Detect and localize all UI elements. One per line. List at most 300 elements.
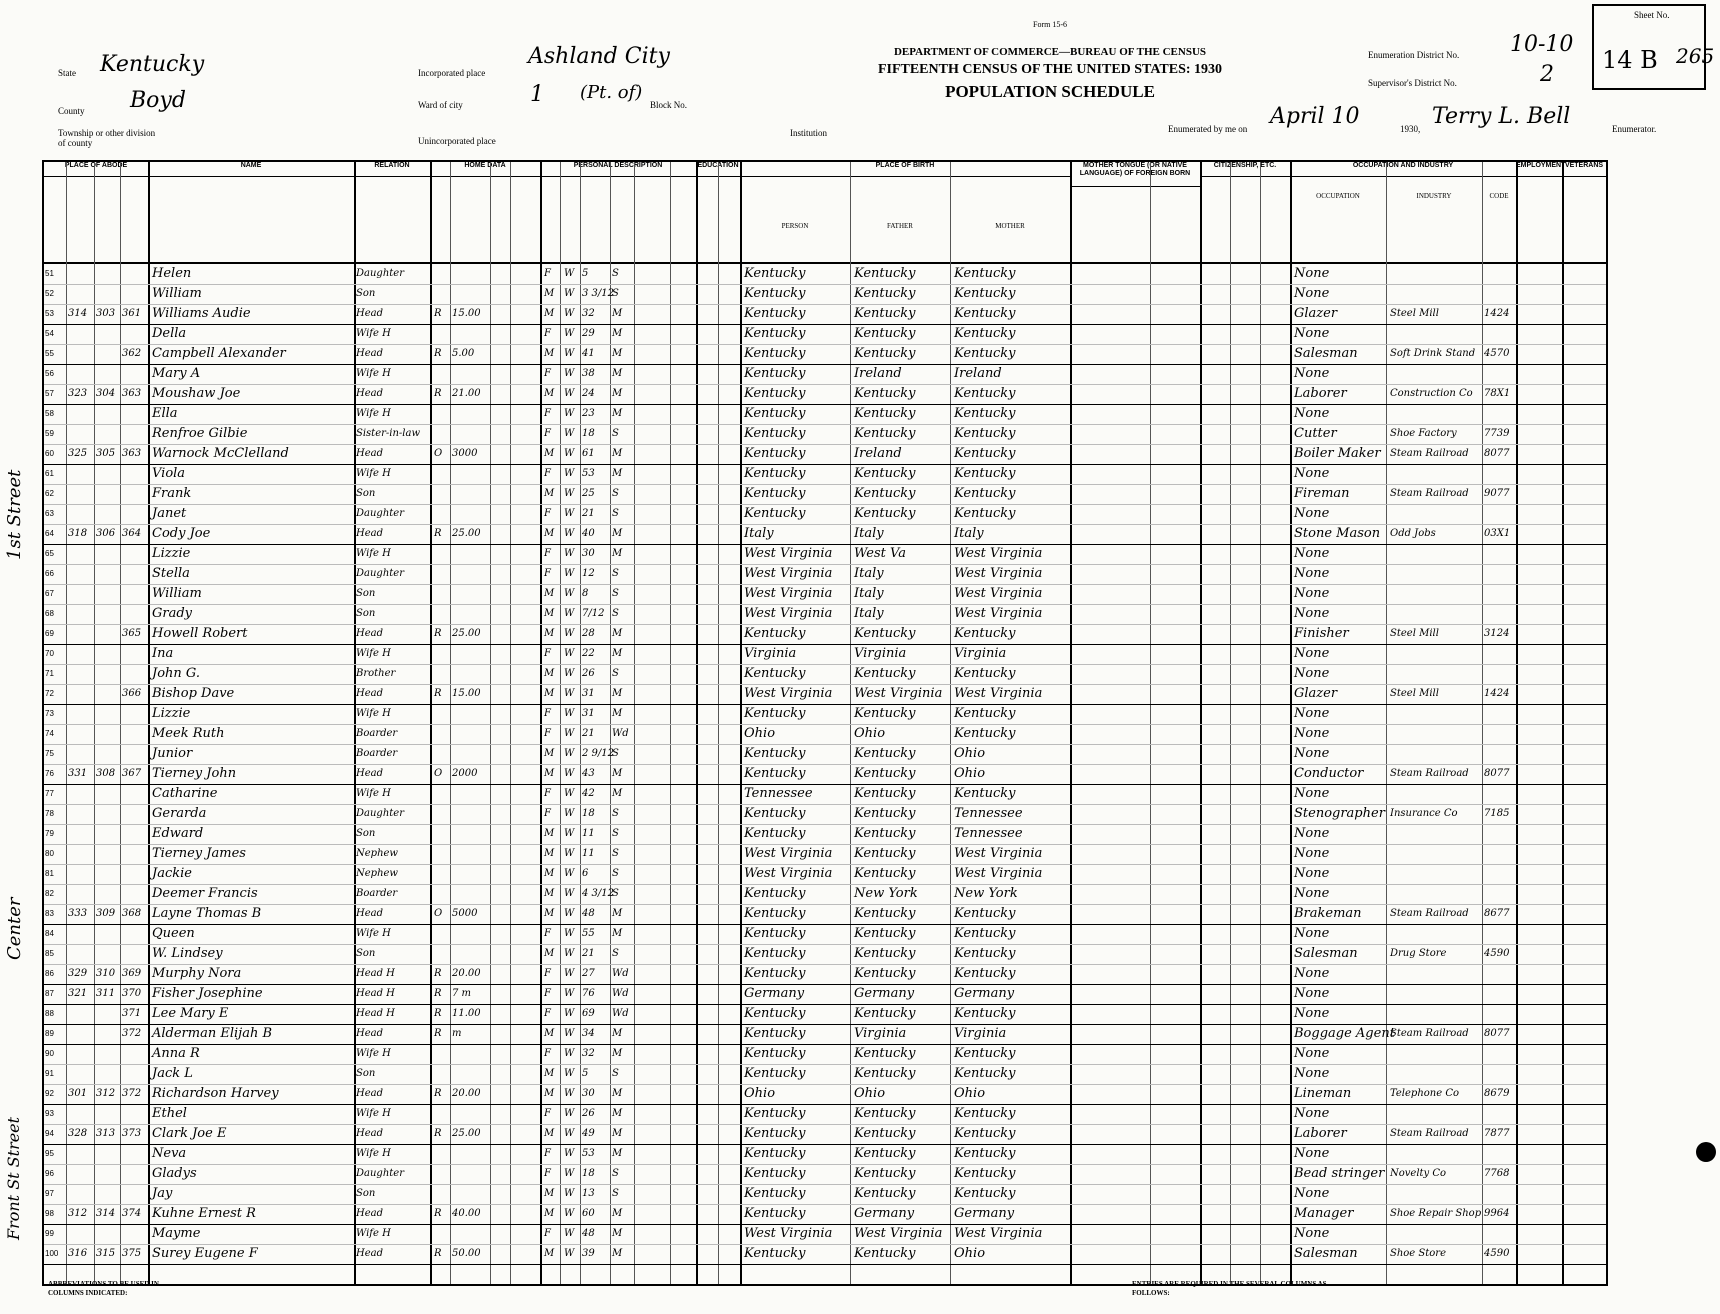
cell-father: Kentucky <box>854 286 916 301</box>
cell-mar: Wd <box>612 988 629 999</box>
cell-line: 94 <box>45 1129 54 1138</box>
table-row <box>44 264 1606 285</box>
cell-mother: Virginia <box>954 646 1007 661</box>
cell-sex: F <box>544 808 551 819</box>
cell-fam: 312 <box>96 1088 116 1099</box>
cell-num <box>122 1044 148 1064</box>
cell-age: 38 <box>582 368 595 379</box>
cell-fam: 313 <box>96 1128 116 1139</box>
cell-birth: Kentucky <box>744 766 806 781</box>
cell-value: 5000 <box>452 908 478 919</box>
cell-rel: Son <box>356 488 376 499</box>
cell-birth: Germany <box>744 986 805 1001</box>
cell-sex: F <box>544 1008 551 1019</box>
cell-occ: Stone Mason <box>1294 526 1381 541</box>
cell-rel: Head <box>356 628 384 639</box>
table-row <box>44 704 1606 725</box>
cell-birth: Kentucky <box>744 1066 806 1081</box>
department-title: DEPARTMENT OF COMMERCE—BUREAU OF THE CENSUS <box>893 46 1207 58</box>
cell-line: 84 <box>45 929 54 938</box>
cell-num: 375 <box>122 1248 142 1259</box>
cell-birth: West Virginia <box>744 546 833 561</box>
cell-mother: Ohio <box>954 1086 986 1101</box>
cell-sex: F <box>544 928 551 939</box>
cell-fam <box>96 844 120 864</box>
cell-mar: S <box>612 808 619 819</box>
cell-code <box>1484 364 1516 384</box>
cell-num <box>122 1184 148 1204</box>
cell-value: 7 m <box>452 988 472 999</box>
cell-line: 70 <box>45 649 54 658</box>
cell-tenure: R <box>434 1088 442 1099</box>
cell-line: 91 <box>45 1069 54 1078</box>
cell-tenure: R <box>434 988 442 999</box>
cell-age: 5 <box>582 268 589 279</box>
cell-num: 369 <box>122 968 142 979</box>
cell-line: 92 <box>45 1089 54 1098</box>
institution-label: Institution <box>790 128 828 138</box>
cell-race: W <box>564 1108 575 1119</box>
cell-code: 8677 <box>1484 908 1510 919</box>
cell-fam: 306 <box>96 528 116 539</box>
cell-age: 18 <box>582 428 595 439</box>
cell-age: 21 <box>582 508 595 519</box>
cell-birth: West Virginia <box>744 606 833 621</box>
cell-code: 7185 <box>1484 808 1510 819</box>
cell-line: 81 <box>45 869 54 878</box>
cell-tenure <box>434 844 450 864</box>
cell-code: 3124 <box>1484 628 1510 639</box>
cell-race: W <box>564 688 575 699</box>
cell-ind <box>1390 504 1482 524</box>
cell-race: W <box>564 1048 575 1059</box>
cell-tenure <box>434 544 450 564</box>
cell-rel: Son <box>356 948 376 959</box>
cell-value <box>452 744 490 764</box>
cell-line: 83 <box>45 909 54 918</box>
cell-father: Kentucky <box>854 266 916 281</box>
cell-occ: None <box>1294 706 1330 721</box>
cell-sex: M <box>544 748 555 759</box>
cell-mother: West Virginia <box>954 546 1043 561</box>
cell-age: 11 <box>582 828 595 839</box>
cell-rel: Nephew <box>356 848 398 859</box>
cell-value <box>452 504 490 524</box>
cell-name: Moushaw Joe <box>152 386 241 401</box>
cell-mother: Ohio <box>954 766 986 781</box>
cell-ind: Steel Mill <box>1390 628 1439 639</box>
cell-sex: M <box>544 868 555 879</box>
cell-fam: 305 <box>96 448 116 459</box>
cell-race: W <box>564 868 575 879</box>
cell-occ: Salesman <box>1294 946 1358 961</box>
cell-fam: 308 <box>96 768 116 779</box>
cell-dwell <box>68 944 94 964</box>
cell-birth: Kentucky <box>744 806 806 821</box>
cell-code: 8077 <box>1484 1028 1510 1039</box>
cell-occ: None <box>1294 666 1330 681</box>
cell-birth: Kentucky <box>744 1146 806 1161</box>
cell-tenure: O <box>434 448 443 459</box>
cell-occ: None <box>1294 726 1330 741</box>
cell-birth: Kentucky <box>744 886 806 901</box>
cell-father: Ireland <box>854 446 902 461</box>
cell-age: 3 3/12 <box>582 288 614 299</box>
cell-num: 366 <box>122 688 142 699</box>
cell-code <box>1484 604 1516 624</box>
cell-father: Kentucky <box>854 846 916 861</box>
cell-mother: West Virginia <box>954 1226 1043 1241</box>
cell-mar: S <box>612 588 619 599</box>
cell-mother: Kentucky <box>954 1186 1016 1201</box>
cell-code: 4590 <box>1484 1248 1510 1259</box>
table-row <box>44 804 1606 825</box>
cell-tenure <box>434 1144 450 1164</box>
cell-age: 11 <box>582 848 595 859</box>
cell-race: W <box>564 608 575 619</box>
group-place-of-birth: PLACE OF BIRTH <box>740 162 1070 177</box>
table-row <box>44 1024 1606 1045</box>
cell-num <box>122 664 148 684</box>
cell-value: 2000 <box>452 768 478 779</box>
cell-ind <box>1390 1144 1482 1164</box>
cell-mar: S <box>612 888 619 899</box>
cell-value <box>452 944 490 964</box>
cell-value: 15.00 <box>452 308 481 319</box>
cell-line: 66 <box>45 569 54 578</box>
cell-name: Anna R <box>152 1046 200 1061</box>
cell-name: Lizzie <box>152 706 191 721</box>
cell-value <box>452 604 490 624</box>
cell-value <box>452 1184 490 1204</box>
cell-mar: S <box>612 508 619 519</box>
cell-race: W <box>564 1228 575 1239</box>
cell-fam <box>96 484 120 504</box>
cell-rel: Head H <box>356 1008 395 1019</box>
cell-code: 9077 <box>1484 488 1510 499</box>
cell-fam <box>96 1024 120 1044</box>
cell-mar: M <box>612 408 623 419</box>
cell-age: 43 <box>582 768 595 779</box>
cell-dwell: 328 <box>68 1128 88 1139</box>
cell-occ: None <box>1294 986 1330 1001</box>
cell-tenure: R <box>434 528 442 539</box>
cell-age: 31 <box>582 688 595 699</box>
cell-mother: Tennessee <box>954 826 1023 841</box>
cell-dwell: 312 <box>68 1208 88 1219</box>
cell-num <box>122 484 148 504</box>
cell-tenure: R <box>434 308 442 319</box>
cell-father: Kentucky <box>854 1106 916 1121</box>
cell-father: Kentucky <box>854 1066 916 1081</box>
cell-value <box>452 884 490 904</box>
cell-age: 60 <box>582 1208 595 1219</box>
cell-ind: Shoe Store <box>1390 1248 1446 1259</box>
cell-tenure <box>434 864 450 884</box>
cell-fam <box>96 1144 120 1164</box>
cell-name: Ella <box>152 406 178 421</box>
cell-age: 27 <box>582 968 595 979</box>
census-title: FIFTEENTH CENSUS OF THE UNITED STATES: 1930 <box>877 62 1223 77</box>
cell-sex: F <box>544 428 551 439</box>
table-row <box>44 844 1606 865</box>
cell-fam <box>96 424 120 444</box>
cell-name: Bishop Dave <box>152 686 235 701</box>
cell-race: W <box>564 368 575 379</box>
cell-fam <box>96 464 120 484</box>
cell-fam <box>96 324 120 344</box>
cell-sex: F <box>544 1048 551 1059</box>
cell-fam <box>96 584 120 604</box>
cell-sex: M <box>544 388 555 399</box>
cell-num <box>122 324 148 344</box>
cell-code <box>1484 924 1516 944</box>
table-row <box>44 884 1606 905</box>
cell-race: W <box>564 1028 575 1039</box>
cell-father: Kentucky <box>854 1166 916 1181</box>
form-number: Form 15-6 <box>1033 20 1067 29</box>
cell-value <box>452 284 490 304</box>
cell-birth: Kentucky <box>744 286 806 301</box>
cell-line: 74 <box>45 729 54 738</box>
table-row <box>44 944 1606 965</box>
cell-race: W <box>564 948 575 959</box>
cell-age: 24 <box>582 388 595 399</box>
cell-age: 18 <box>582 1168 595 1179</box>
cell-occ: Salesman <box>1294 1246 1358 1261</box>
state-value: Kentucky <box>100 52 205 77</box>
cell-ind: Steam Railroad <box>1390 488 1469 499</box>
cell-tenure <box>434 1184 450 1204</box>
table-row <box>44 1124 1606 1145</box>
cell-value <box>452 784 490 804</box>
cell-rel: Head <box>356 768 384 779</box>
cell-tenure: R <box>434 1248 442 1259</box>
col-code: CODE <box>1489 192 1509 200</box>
cell-sex: F <box>544 568 551 579</box>
cell-father: Kentucky <box>854 866 916 881</box>
cell-father: West Va <box>854 546 906 561</box>
cell-num <box>122 1104 148 1124</box>
cell-dwell <box>68 844 94 864</box>
cell-rel: Head <box>356 688 384 699</box>
cell-father: Kentucky <box>854 1246 916 1261</box>
cell-code <box>1484 864 1516 884</box>
table-row <box>44 644 1606 665</box>
cell-dwell: 314 <box>68 308 88 319</box>
cell-mother: Italy <box>954 526 984 541</box>
cell-mar: M <box>612 688 623 699</box>
cell-mar: M <box>612 928 623 939</box>
cell-rel: Son <box>356 588 376 599</box>
cell-line: 75 <box>45 749 54 758</box>
cell-birth: Kentucky <box>744 826 806 841</box>
cell-value <box>452 1044 490 1064</box>
cell-race: W <box>564 808 575 819</box>
cell-sex: F <box>544 1168 551 1179</box>
cell-tenure <box>434 364 450 384</box>
group-occupation: OCCUPATION AND INDUSTRY <box>1290 162 1516 177</box>
cell-occ: None <box>1294 606 1330 621</box>
cell-occ: Salesman <box>1294 346 1358 361</box>
cell-mar: S <box>612 608 619 619</box>
cell-code <box>1484 884 1516 904</box>
cell-dwell <box>68 1224 94 1244</box>
cell-father: Kentucky <box>854 766 916 781</box>
cell-sex: M <box>544 488 555 499</box>
cell-age: 30 <box>582 548 595 559</box>
cell-num <box>122 544 148 564</box>
cell-dwell: 316 <box>68 1248 88 1259</box>
cell-code <box>1484 404 1516 424</box>
table-row <box>44 1064 1606 1085</box>
margin-note-mid: Center <box>4 897 25 960</box>
cell-num <box>122 1064 148 1084</box>
cell-fam: 304 <box>96 388 116 399</box>
cell-rel: Daughter <box>356 1168 404 1179</box>
enum-district-value: 10-10 <box>1510 32 1574 57</box>
cell-line: 99 <box>45 1229 54 1238</box>
table-row <box>44 424 1606 445</box>
cell-num <box>122 744 148 764</box>
cell-birth: West Virginia <box>744 566 833 581</box>
cell-ind <box>1390 364 1482 384</box>
cell-occ: None <box>1294 266 1330 281</box>
cell-mother: Kentucky <box>954 286 1016 301</box>
cell-race: W <box>564 288 575 299</box>
cell-tenure <box>434 1044 450 1064</box>
cell-value <box>452 644 490 664</box>
cell-name: John G. <box>152 666 200 681</box>
cell-occ: None <box>1294 466 1330 481</box>
supervisor-label: Supervisor's District No. <box>1368 78 1457 88</box>
cell-code: 7877 <box>1484 1128 1510 1139</box>
cell-value <box>452 464 490 484</box>
cell-mother: Kentucky <box>954 446 1016 461</box>
cell-race: W <box>564 488 575 499</box>
cell-age: 53 <box>582 1148 595 1159</box>
cell-tenure <box>434 724 450 744</box>
cell-occ: Finisher <box>1294 626 1349 641</box>
cell-father: Italy <box>854 606 884 621</box>
cell-occ: Glazer <box>1294 306 1338 321</box>
cell-ind: Steel Mill <box>1390 308 1439 319</box>
cell-age: 4 3/12 <box>582 888 614 899</box>
cell-value <box>452 564 490 584</box>
enumerator-name: Terry L. Bell <box>1432 104 1571 129</box>
table-row <box>44 284 1606 305</box>
cell-ind: Steam Railroad <box>1390 768 1469 779</box>
cell-name: Helen <box>152 266 192 281</box>
cell-birth: Kentucky <box>744 706 806 721</box>
cell-mar: M <box>612 648 623 659</box>
cell-rel: Wife H <box>356 1108 391 1119</box>
cell-mother: Kentucky <box>954 326 1016 341</box>
cell-num: 370 <box>122 988 142 999</box>
cell-code <box>1484 784 1516 804</box>
cell-sex: M <box>544 668 555 679</box>
cell-tenure <box>434 564 450 584</box>
cell-mother: West Virginia <box>954 686 1043 701</box>
cell-mar: M <box>612 788 623 799</box>
ward-label: Ward of city <box>418 100 463 110</box>
state-label: State <box>58 68 76 78</box>
cell-father: Kentucky <box>854 326 916 341</box>
cell-line: 77 <box>45 789 54 798</box>
cell-num <box>122 844 148 864</box>
cell-dwell <box>68 664 94 684</box>
cell-age: 76 <box>582 988 595 999</box>
cell-father: Virginia <box>854 1026 907 1041</box>
cell-tenure <box>434 644 450 664</box>
cell-race: W <box>564 988 575 999</box>
cell-tenure <box>434 284 450 304</box>
cell-name: Junior <box>152 746 193 761</box>
cell-occ: None <box>1294 866 1330 881</box>
cell-name: Jay <box>152 1186 173 1201</box>
cell-code: 8077 <box>1484 768 1510 779</box>
cell-father: Virginia <box>854 646 907 661</box>
cell-father: Ohio <box>854 726 886 741</box>
table-row <box>44 764 1606 785</box>
cell-name: Kuhne Ernest R <box>152 1206 256 1221</box>
sheet-label: Sheet No. <box>1634 10 1670 20</box>
cell-rel: Wife H <box>356 408 391 419</box>
cell-dwell <box>68 604 94 624</box>
cell-name: Fisher Josephine <box>152 986 263 1001</box>
enumerated-label: Enumerated by me on <box>1168 124 1248 134</box>
cell-father: Kentucky <box>854 966 916 981</box>
cell-fam <box>96 864 120 884</box>
cell-dwell <box>68 884 94 904</box>
cell-rel: Son <box>356 828 376 839</box>
cell-tenure: R <box>434 1028 442 1039</box>
cell-age: 53 <box>582 468 595 479</box>
cell-rel: Head <box>356 1088 384 1099</box>
cell-occ: None <box>1294 826 1330 841</box>
cell-tenure <box>434 264 450 284</box>
cell-birth: Kentucky <box>744 1186 806 1201</box>
cell-age: 12 <box>582 568 595 579</box>
cell-tenure <box>434 704 450 724</box>
cell-rel: Wife H <box>356 788 391 799</box>
cell-mother: Kentucky <box>954 1126 1016 1141</box>
cell-sex: M <box>544 888 555 899</box>
cell-mother: Kentucky <box>954 1166 1016 1181</box>
cell-father: Kentucky <box>854 386 916 401</box>
cell-sex: M <box>544 688 555 699</box>
cell-father: Kentucky <box>854 466 916 481</box>
cell-code <box>1484 284 1516 304</box>
cell-fam <box>96 564 120 584</box>
group-citizenship: CITIZENSHIP, ETC. <box>1200 162 1290 177</box>
cell-race: W <box>564 508 575 519</box>
cell-father: West Virginia <box>854 686 943 701</box>
cell-name: Mary A <box>152 366 201 381</box>
cell-occ: None <box>1294 366 1330 381</box>
cell-occ: None <box>1294 546 1330 561</box>
cell-num <box>122 884 148 904</box>
table-row <box>44 444 1606 465</box>
cell-race: W <box>564 908 575 919</box>
cell-value <box>452 824 490 844</box>
cell-mar: S <box>612 748 619 759</box>
cell-occ: None <box>1294 646 1330 661</box>
cell-dwell <box>68 1004 94 1024</box>
cell-race: W <box>564 1148 575 1159</box>
cell-occ: None <box>1294 966 1330 981</box>
cell-birth: Tennessee <box>744 786 813 801</box>
